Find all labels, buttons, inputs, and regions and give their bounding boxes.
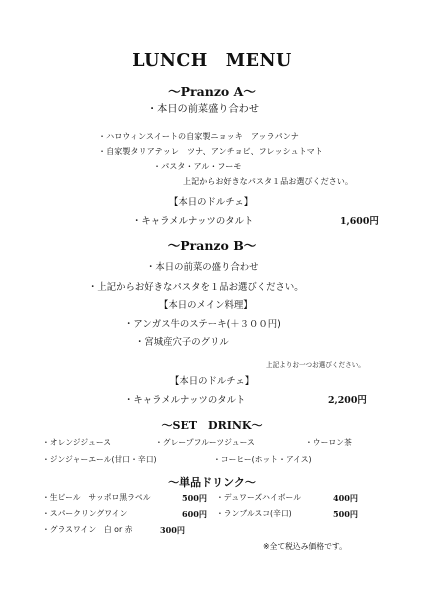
pranzo-a-antipasto: ・本日の前菜盛り合わせ: [147, 104, 260, 115]
pranzo-a-pasta-note: 上記からお好きなパスタ１品お選びください。: [183, 176, 353, 186]
drink-price-highball: 400円: [333, 493, 358, 503]
drink-price-sparkling: 600円: [182, 509, 207, 519]
set-drink-item-coffee: ・コーヒー(ホット・アイス): [213, 455, 312, 464]
pranzo-a-dolce-item: ・キャラメルナッツのタルト: [132, 216, 254, 227]
menu-title: LUNCH MENU: [132, 51, 292, 71]
pranzo-b-price: 2,200円: [328, 395, 367, 406]
set-drink-item-oolong: ・ウーロン茶: [305, 438, 352, 447]
pranzo-b-main-option-1: ・アンガス牛のステーキ(＋３００円): [124, 319, 281, 330]
drink-item-beer: ・生ビール サッポロ黒ラベル: [42, 493, 151, 502]
pranzo-a-heading: ～Pranzo A～: [168, 84, 256, 99]
pranzo-b-heading: ～Pranzo B～: [167, 238, 257, 253]
pranzo-b-dolce-item: ・キャラメルナッツのタルト: [124, 395, 246, 406]
pranzo-b-main-note: 上記よりお一つお選びください。: [266, 361, 365, 369]
pranzo-b-pasta: ・上記からお好きなパスタを１品お選びください。: [88, 282, 304, 293]
pranzo-b-main-heading: 【本日のメイン料理】: [159, 300, 253, 311]
pranzo-a-price: 1,600円: [340, 216, 379, 227]
pranzo-b-dolce-heading: 【本日のドルチェ】: [170, 376, 255, 387]
single-drink-heading: ～単品ドリンク～: [168, 476, 256, 489]
drink-item-highball: ・デュワーズハイボール: [216, 493, 301, 502]
pranzo-b-main-option-2: ・宮城産穴子のグリル: [135, 337, 229, 348]
drink-price-glass-wine: 300円: [160, 525, 185, 535]
pranzo-b-antipasto: ・本日の前菜の盛り合わせ: [146, 262, 259, 273]
tax-note: ※全て税込み価格です。: [263, 542, 347, 551]
drink-item-lambrusco: ・ランブルスコ(辛口): [216, 509, 292, 518]
pranzo-a-pasta-option-3: ・パスタ・アル・フーモ: [153, 161, 242, 171]
pranzo-a-pasta-option-2: ・自家製タリアテッレ ツナ、アンチョビ、フレッシュトマト: [98, 146, 323, 156]
set-drink-item-ginger-ale: ・ジンジャーエール(甘口・辛口): [42, 455, 157, 464]
drink-price-lambrusco: 500円: [333, 509, 358, 519]
pranzo-a-dolce-heading: 【本日のドルチェ】: [169, 197, 254, 208]
set-drink-item-orange: ・オレンジジュース: [42, 438, 112, 447]
drink-item-glass-wine: ・グラスワイン 白 or 赤: [42, 525, 133, 534]
pranzo-a-pasta-option-1: ・ハロウィンスイートの自家製ニョッキ アッラパンナ: [98, 131, 299, 141]
set-drink-item-grapefruit: ・グレープフルーツジュース: [155, 438, 255, 447]
drink-item-sparkling: ・スパークリングワイン: [42, 509, 128, 518]
set-drink-heading: ～SET DRINK～: [161, 419, 263, 432]
drink-price-beer: 500円: [182, 493, 207, 503]
